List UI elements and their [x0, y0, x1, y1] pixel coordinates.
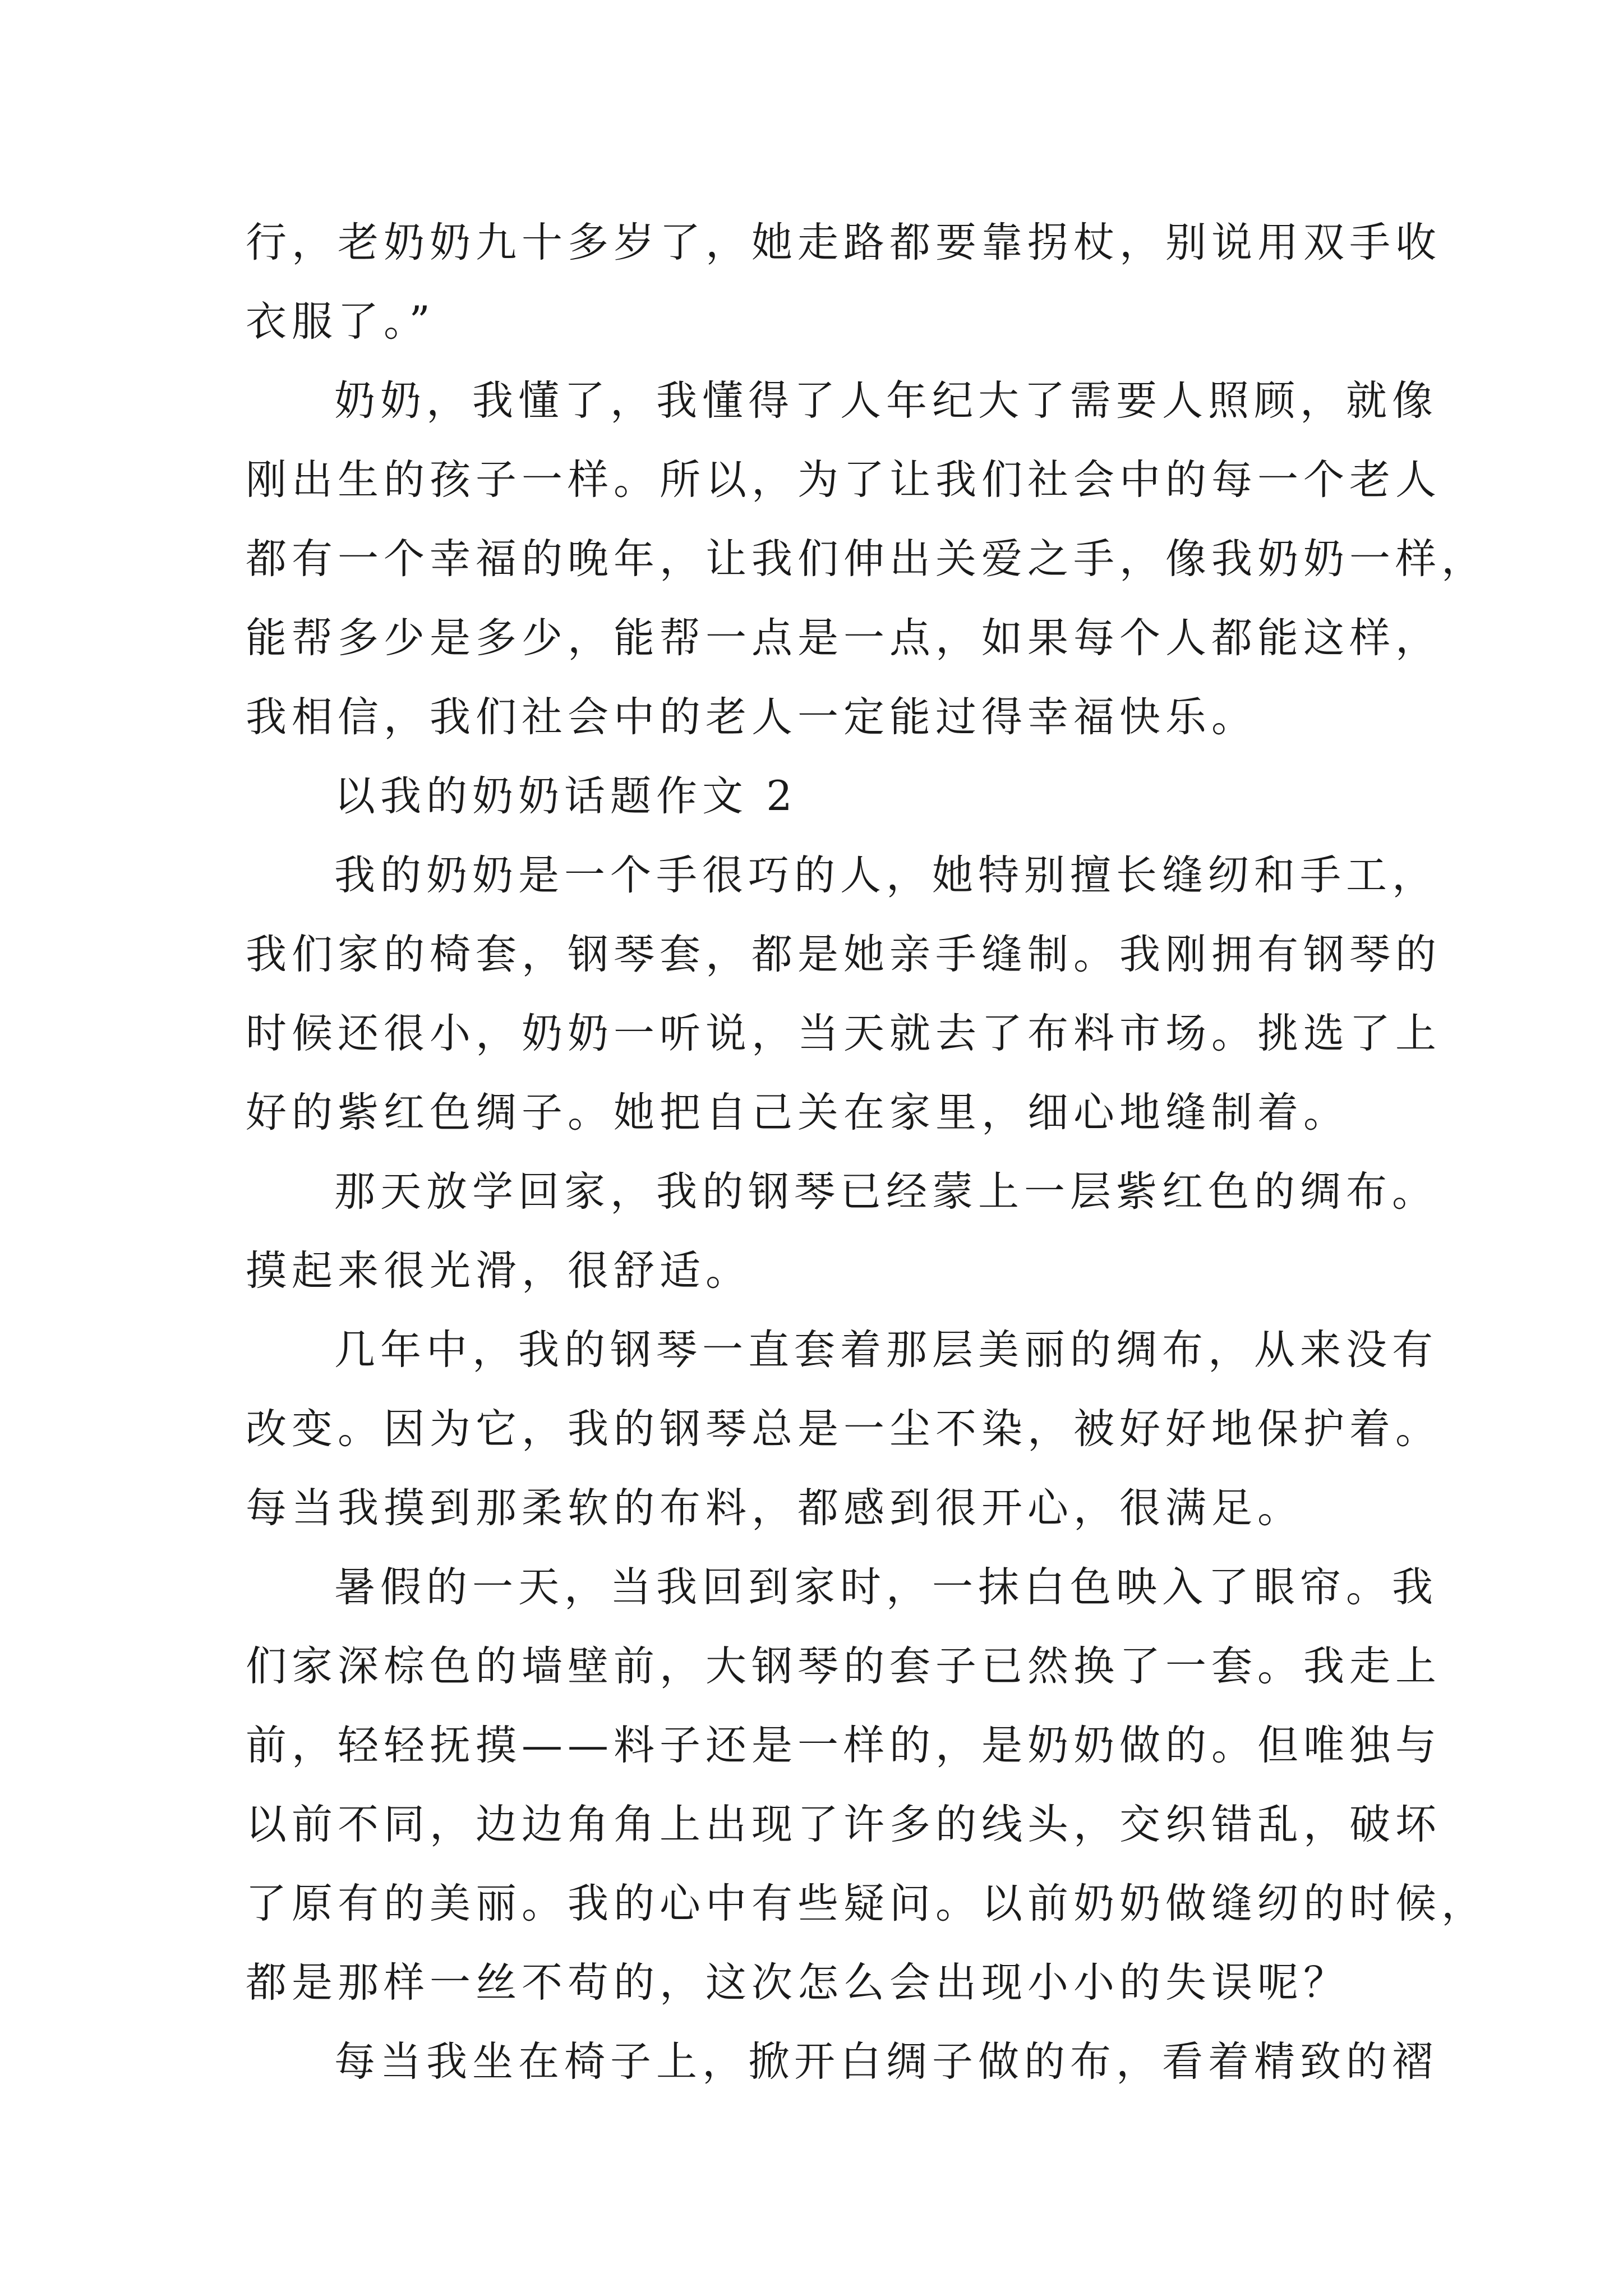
text-line: 好的紫红色绸子。她把自己关在家里，细心地缝制着。: [246, 1089, 1349, 1137]
text-line: 几年中，我的钢琴一直套着那层美丽的绸布，从来没有: [334, 1326, 1438, 1374]
text-line: 摸起来很光滑，很舒适。: [246, 1247, 751, 1295]
text-line: 每当我坐在椅子上，掀开白绸子做的布，看着精致的褶: [334, 2038, 1438, 2086]
text-line: 我相信，我们社会中的老人一定能过得幸福快乐。: [246, 693, 1257, 741]
text-line: 暑假的一天，当我回到家时，一抹白色映入了眼帘。我: [334, 1563, 1438, 1611]
text-line: 衣服了。”: [246, 298, 435, 346]
text-line: 我的奶奶是一个手很巧的人，她特别擅长缝纫和手工，: [334, 852, 1438, 899]
text-line: 刚出生的孩子一样。所以，为了让我们社会中的每一个老人: [246, 456, 1441, 504]
text-line: 以前不同，边边角角上出现了许多的线头，交织错乱，破坏: [246, 1801, 1441, 1848]
text-line: 了原有的美丽。我的心中有些疑问。以前奶奶做缝纫的时候，: [246, 1880, 1487, 1927]
text-line: 行，老奶奶九十多岁了，她走路都要靠拐杖，别说用双手收: [246, 219, 1441, 266]
text-line: 能帮多少是多少，能帮一点是一点，如果每个人都能这样，: [246, 614, 1441, 662]
text-line: 以我的奶奶话题作文 2: [334, 772, 797, 820]
text-line: 时候还很小，奶奶一听说，当天就去了布料市场。挑选了上: [246, 1010, 1441, 1057]
document-body: [246, 203, 1487, 2101]
text-line: 奶奶，我懂了，我懂得了人年纪大了需要人照顾，就像: [334, 377, 1438, 425]
text-line: 那天放学回家，我的钢琴已经蒙上一层紫红色的绸布。: [334, 1168, 1438, 1216]
text-line: 都是那样一丝不苟的，这次怎么会出现小小的失误呢？: [246, 1959, 1349, 2007]
text-line: 前，轻轻抚摸——料子还是一样的，是奶奶做的。但唯独与: [246, 1722, 1441, 1769]
text-line: 们家深棕色的墙壁前，大钢琴的套子已然换了一套。我走上: [246, 1642, 1441, 1690]
text-line: 我们家的椅套，钢琴套，都是她亲手缝制。我刚拥有钢琴的: [246, 931, 1441, 978]
text-line: 每当我摸到那柔软的布料，都感到很开心，很满足。: [246, 1484, 1303, 1532]
text-line: 改变。因为它，我的钢琴总是一尘不染，被好好地保护着。: [246, 1405, 1441, 1453]
text-line: 都有一个幸福的晚年，让我们伸出关爱之手，像我奶奶一样，: [246, 535, 1487, 583]
